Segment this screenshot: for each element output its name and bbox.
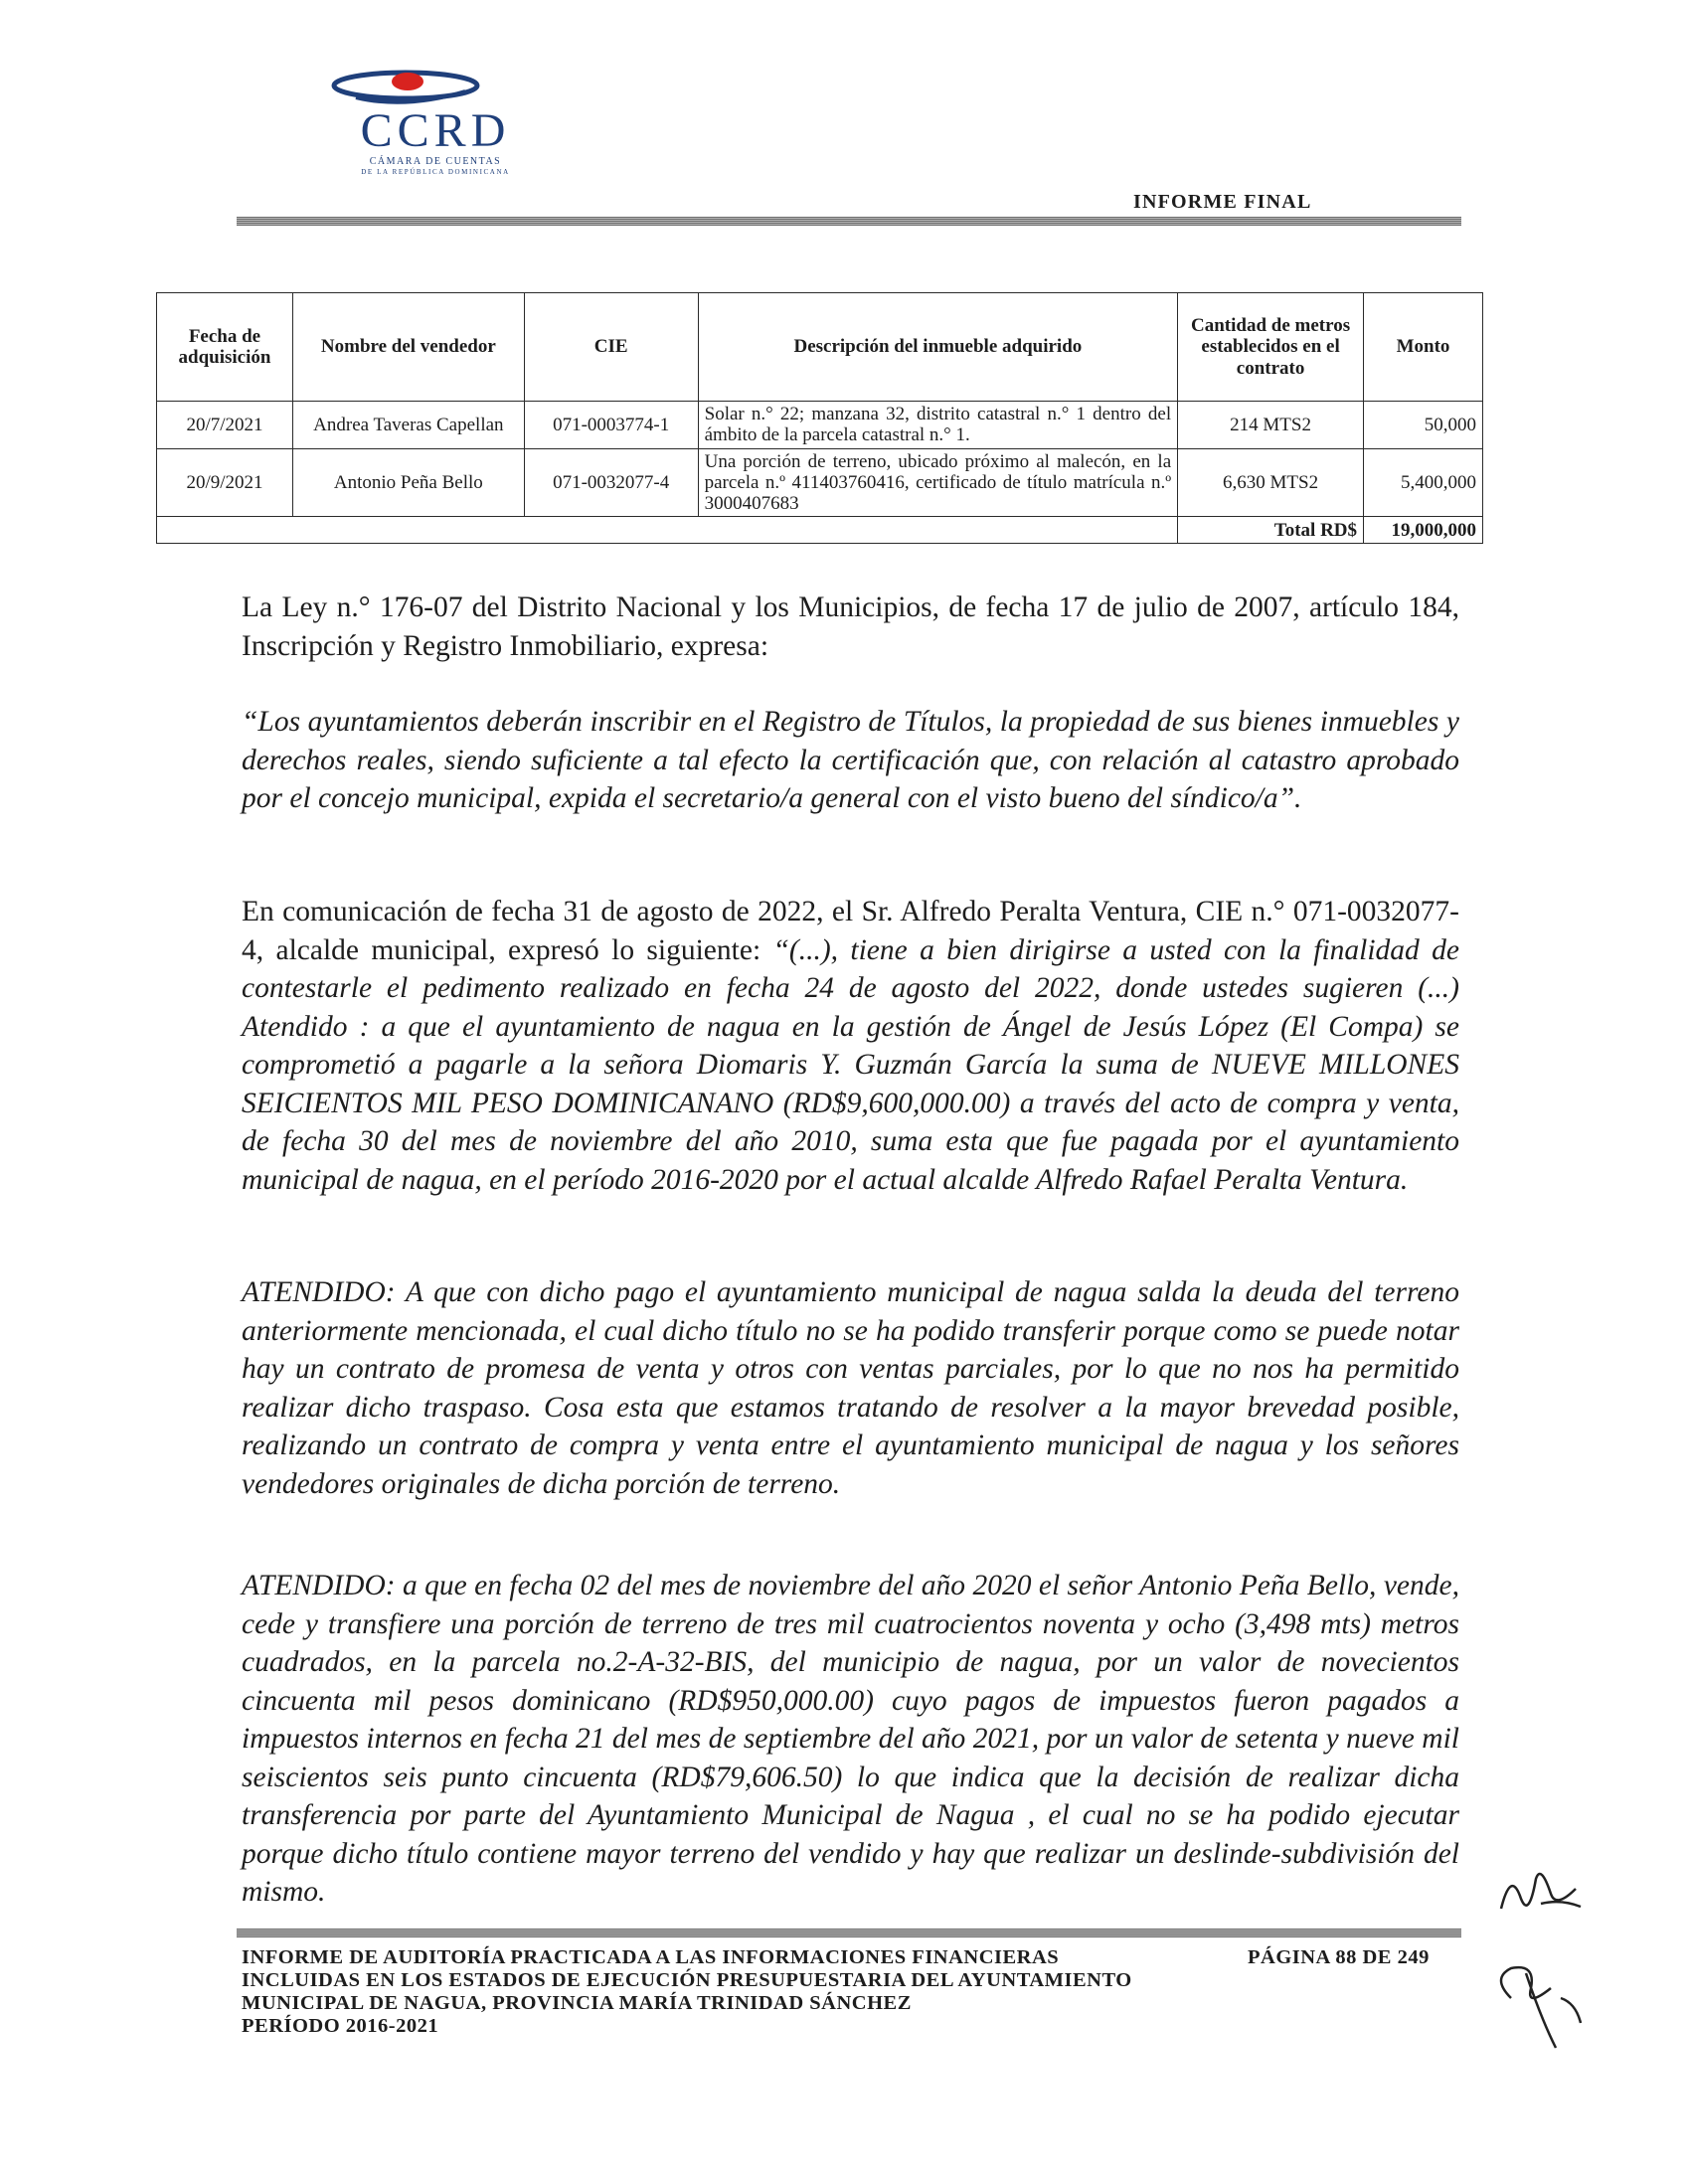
cell-monto: 50,000 [1364, 402, 1483, 449]
column-header: Fecha de adquisición [157, 293, 293, 402]
cell-metros: 214 MTS2 [1178, 402, 1364, 449]
footer-line: PERÍODO 2016-2021 [242, 2015, 439, 2037]
report-footer [242, 1946, 1236, 2038]
table-row [157, 402, 1483, 449]
ccrd-logo [316, 62, 555, 176]
column-header: Nombre del vendedor [292, 293, 524, 402]
footer-line: INCLUIDAS EN LOS ESTADOS DE EJECUCIÓN PRESUPUESTARIA DEL AYUNTAMIENTO [242, 1969, 1132, 1991]
communication-intro: En comunicación de fecha 31 de agosto de 2022, el Sr. Alfredo Peralta Ventura, CIE n.° 071-0032077-4, alcalde municipal, expresó lo siguiente: [242, 896, 1459, 966]
cell-descripcion: Solar n.° 22; manzana 32, distrito catastral n.° 1 dentro del ámbito de la parcela catastral n.° 1. [698, 402, 1178, 449]
page-header-title: INFORME FINAL [1133, 191, 1312, 213]
logo-text: CCRD [360, 104, 511, 157]
cell-metros: 6,630 MTS2 [1178, 448, 1364, 517]
communication-paragraph [242, 893, 1459, 1199]
cell-fecha: 20/7/2021 [157, 402, 293, 449]
cell-descripcion: Una porción de terreno, ubicado próximo al malecón, en la parcela n.º 411403760416, certificado de título matrícula n.º 3000407683 [698, 448, 1178, 517]
column-header: Descripción del inmueble adquirido [698, 293, 1178, 402]
cell-cie: 071-0003774-1 [524, 402, 698, 449]
footer-divider [237, 1929, 1461, 1937]
cell-monto: 5,400,000 [1364, 448, 1483, 517]
atendido-paragraph-1: ATENDIDO: A que con dicho pago el ayuntamiento municipal de nagua salda la deuda del terreno anteriormente mencionada, el cual dicho título no se ha podido transferir porque como se puede notar hay un contrato de promesa de venta y otros con ventas parciales, por lo que no nos ha permitido realizar dicho traspaso. Cosa esta que estamos tratando de resolver a la mayor brevedad posible, realizando un contrato de compra y venta entre el ayuntamiento municipal de nagua y los señores vendedores originales de dicha porción de terreno. [242, 1276, 1459, 1500]
cell-cie: 071-0032077-4 [524, 448, 698, 517]
footer-line: MUNICIPAL DE NAGUA, PROVINCIA MARÍA TRINIDAD SÁNCHEZ [242, 1992, 912, 2014]
column-header: CIE [524, 293, 698, 402]
table-total-row [157, 517, 1483, 544]
total-spacer [157, 517, 1178, 544]
law-reference-paragraph: La Ley n.° 176-07 del Distrito Nacional y los Municipios, de fecha 17 de julio de 2007, artículo 184, Inscripción y Registro Inmobiliario, expresa: [242, 591, 1459, 662]
column-header: Cantidad de metros establecidos en el contrato [1178, 293, 1364, 402]
cell-fecha: 20/9/2021 [157, 448, 293, 517]
logo-subtitle-2: DE LA REPÚBLICA DOMINICANA [361, 168, 510, 176]
page-number: PÁGINA 88 DE 249 [1248, 1946, 1430, 1968]
cell-nombre: Antonio Peña Bello [292, 448, 524, 517]
footer-line: INFORME DE AUDITORÍA PRACTICADA A LAS INFORMACIONES FINANCIERAS [242, 1946, 1060, 1968]
header-divider [237, 217, 1461, 226]
total-value: 19,000,000 [1364, 517, 1483, 544]
communication-quote: “(...), tiene a bien dirigirse a usted con la finalidad de contestarle el pedimento realizado en fecha 24 de agosto del 2022, donde ustedes sugieren (...) Atendido : a que el ayuntamiento de nagua en la gestión de Ángel de Jesús López (El Compa) se comprometió a pagarle a la señora Diomaris Y. Guzmán García la suma de NUEVE MILLONES SEICIENTOS MIL PESO DOMINICANANO (RD$9,600,000.00) a través del acto de compra y venta, de fecha 30 del mes de noviembre del año 2010, suma esta que fue pagada por el ayuntamiento municipal de nagua, en el período 2016-2020 por el actual alcalde Alfredo Rafael Peralta Ventura. [242, 933, 1459, 1196]
table-header-row [157, 293, 1483, 402]
atendido-paragraph-2: ATENDIDO: a que en fecha 02 del mes de noviembre del año 2020 el señor Antonio Peña Bello, vende, cede y transfiere una porción de terreno de tres mil cuatrocientos noventa y ocho (3,498 mts) metros cuadrados, en la parcela no.2-A-32-BIS, del municipio de nagua, por un valor de novecientos cincuenta mil pesos dominicano (RD$950,000.00) cuyo pagos de impuestos fueron pagados a impuestos internos en fecha 21 del mes de septiembre del año 2021, por un valor de setenta y nueve mil seiscientos seis punto cincuenta (RD$79,606.50) lo que indica que la decisión de realizar dicha transferencia por parte del Ayuntamiento Municipal de Nagua , el cual no se ha podido ejecutar porque dicho título contiene mayor terreno del vendido y hay que realizar un deslinde-subdivisión del mismo. [242, 1570, 1459, 1908]
acquisitions-table [156, 292, 1483, 544]
total-label: Total RD$ [1178, 517, 1364, 544]
logo-subtitle: CÁMARA DE CUENTAS [369, 156, 502, 167]
law-quote-paragraph: “Los ayuntamientos deberán inscribir en el Registro de Títulos, la propiedad de sus bienes inmuebles y derechos reales, siendo suficiente a tal efecto la certificación que, con relación al catastro aprobado por el concejo municipal, expida el secretario/a general con el visto bueno del síndico/a”. [242, 706, 1459, 814]
cell-nombre: Andrea Taveras Capellan [292, 402, 524, 449]
handwritten-initials-icon [1481, 1849, 1620, 2088]
table-row [157, 448, 1483, 517]
column-header: Monto [1364, 293, 1483, 402]
